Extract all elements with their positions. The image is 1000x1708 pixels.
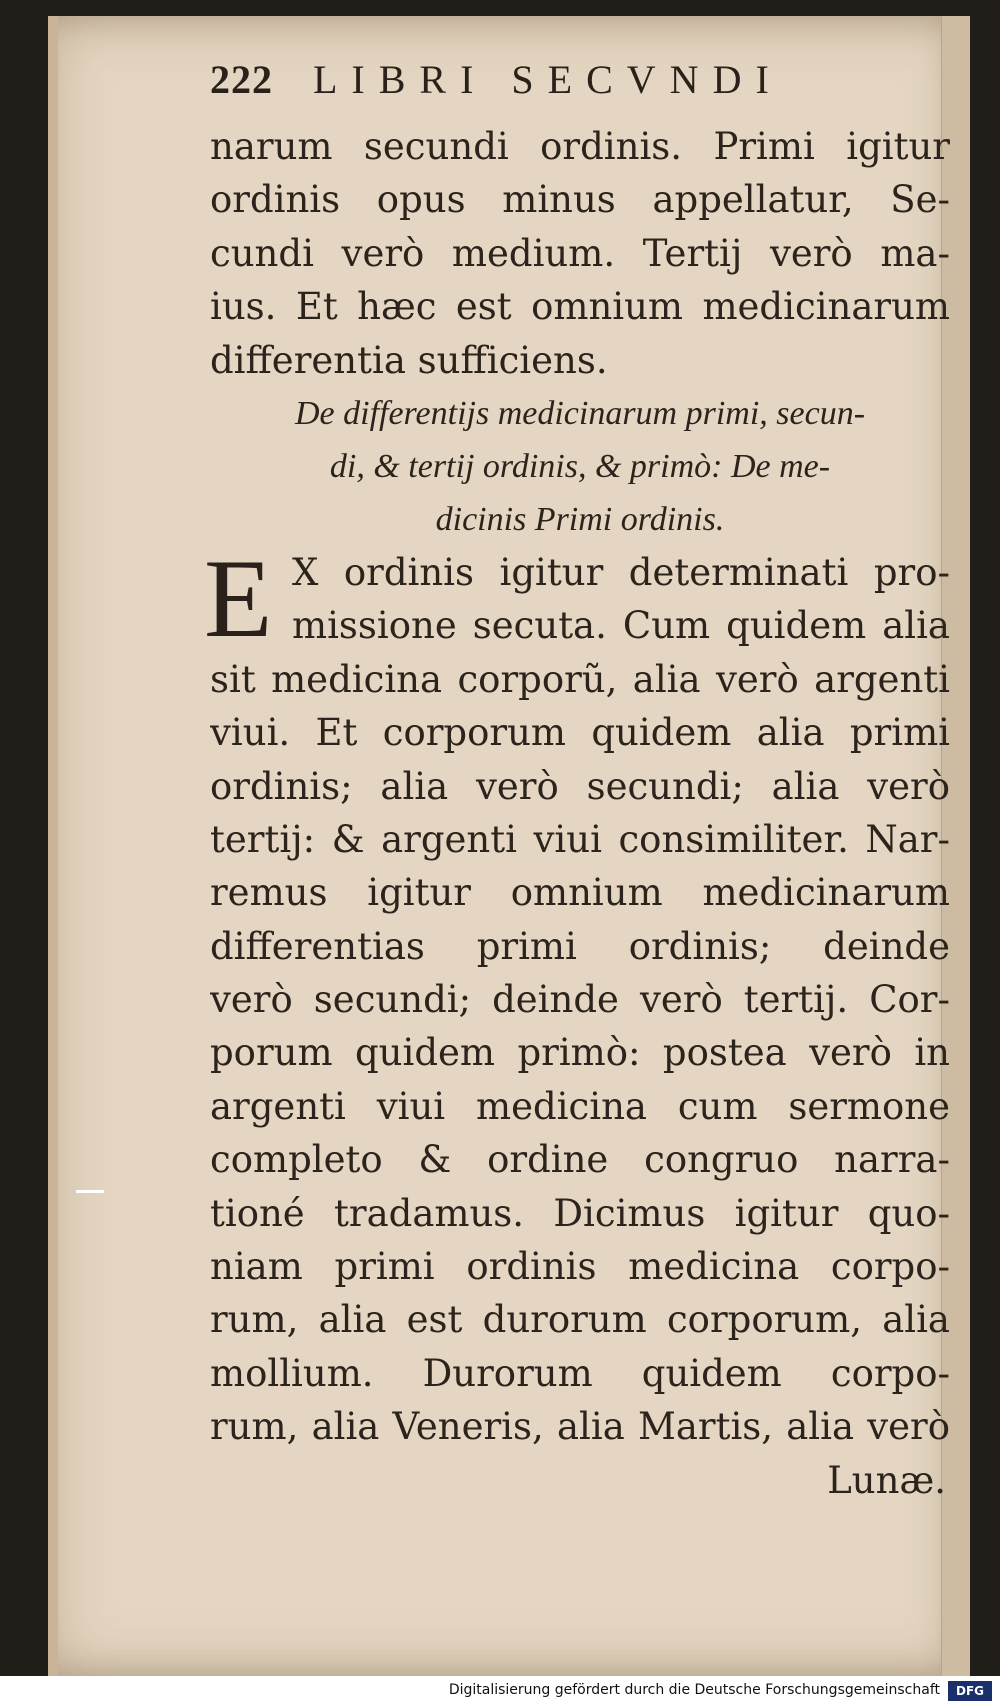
text-line: ius. Et hæc est omnium medicinarum [210,285,950,329]
text-line: porum quidem primò: postea verò in [210,1031,950,1075]
funding-notice: Digitalisierung gefördert durch die Deutsche Forschungsgemeinschaft [448,1682,940,1698]
page-number: 222 [210,57,273,102]
text-line: differentias primi ordinis; deinde [210,924,950,968]
text-line: differentia sufficiens. [210,338,608,382]
text-line: remus igitur omnium medicinarum [210,871,950,915]
text-block [204,56,950,1507]
page-gutter-shadow [48,16,58,1676]
paragraph-2 [204,536,950,1454]
text-line: rum, alia Veneris, alia Martis, alia verò [210,1405,950,1449]
dfg-logo: DFG [948,1681,992,1701]
heading-line: di, & tertij ordinis, & primò: De me- [329,447,831,485]
margin-mark [76,1190,104,1193]
text-line: ordinis opus minus appellatur, Se- [210,178,950,222]
text-line: rum, alia est durorum corporum, alia [210,1298,950,1342]
text-line: tioné tradamus. Dicimus igitur quo- [210,1191,950,1235]
text-line: narum secundi ordinis. Primi igitur [210,125,950,168]
paragraph-1 [210,120,950,387]
section-heading [210,387,950,546]
running-head [210,56,950,120]
heading-line: dicinis Primi ordinis. [435,500,725,538]
running-title: LIBRI SECVNDI [313,57,783,102]
text-line: completo & ordine congruo narra- [210,1138,950,1182]
text-line: argenti viui medicina cum sermone [210,1084,950,1128]
footer-bar [0,1676,1000,1708]
text-line: viui. Et corporum quidem alia primi [210,711,950,755]
heading-line: De differentijs medicinarum primi, secun- [294,394,866,432]
catchword: Lunæ. [827,1458,946,1502]
text-line: niam primi ordinis medicina corpo- [210,1245,950,1289]
text-line: X ordinis igitur determinati pro- [292,550,950,594]
text-line: tertij: & argenti viui consimiliter. Nar- [210,817,950,861]
text-line: ordinis; alia verò secundi; alia verò [210,764,950,808]
text-line: verò secundi; deinde verò tertij. Cor- [210,978,950,1022]
text-line: missione secuta. Cum quidem alia [292,604,950,648]
text-line: cundi verò medium. Tertij verò ma- [210,231,950,275]
drop-cap: E [204,536,273,661]
text-line: mollium. Durorum quidem corpo- [210,1351,950,1395]
text-line: sit medicina corporũ, alia verò argenti [210,657,950,701]
